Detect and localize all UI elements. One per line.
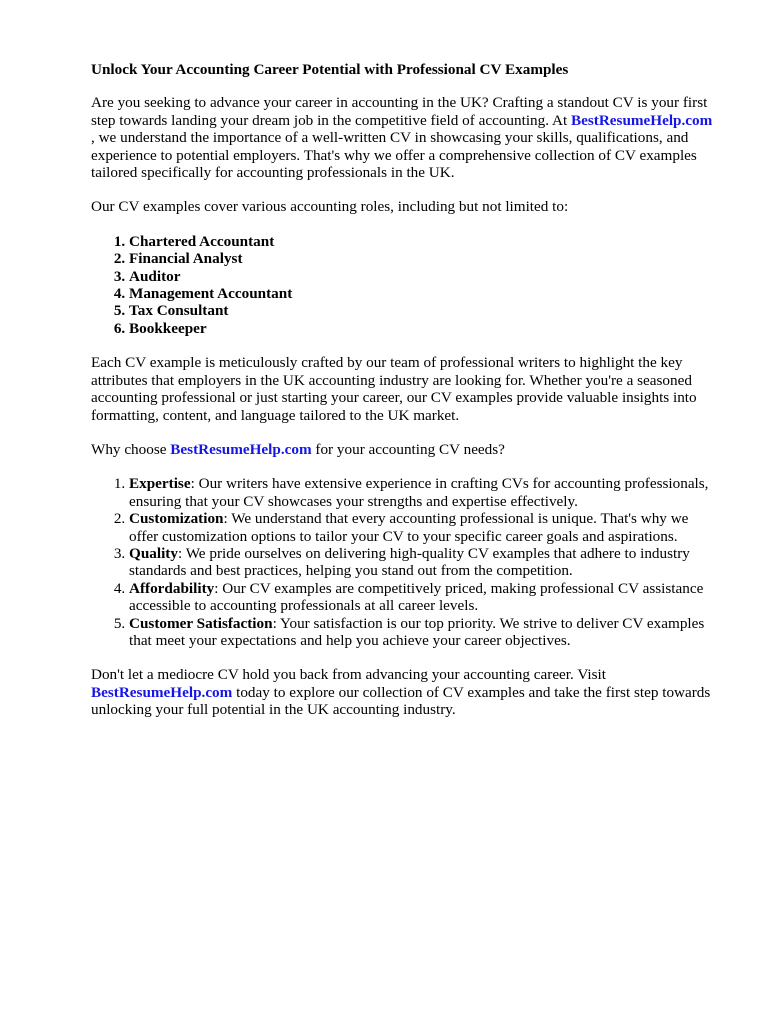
list-item: 3. Auditor [129, 268, 716, 285]
list-item [129, 545, 716, 580]
document-page [91, 61, 716, 736]
intro-paragraph [91, 94, 716, 181]
why-link[interactable]: BestResumeHelp.com [170, 440, 312, 458]
intro-text-after: , we understand the importance of a well-written CV in showcasing your skills, qualifications, and experience to potential employers. That's why we offer a comprehensive collection of CV examples tailored specifically for accounting professionals in the UK. [91, 129, 697, 182]
closing-text-after: today to explore our collection of CV examples and take the first step towards unlocking your full potential in the UK accounting industry. [91, 683, 711, 719]
reason-term: Customer Satisfaction [129, 614, 273, 632]
reason-text: : We understand that every accounting professional is unique. That's why we offer customization options to tailor your CV to your specific career goals and aspirations. [129, 510, 689, 545]
why-text-before: Why choose [91, 440, 171, 458]
closing-paragraph [91, 666, 716, 718]
reason-text: : Our CV examples are competitively priced, making professional CV assistance accessible to accounting professionals at all career levels. [129, 579, 704, 615]
roles-list [91, 233, 716, 337]
reasons-list [91, 475, 716, 649]
reason-term: Customization [129, 510, 224, 528]
reason-term: Expertise [129, 475, 191, 493]
closing-text-before: Don't let a mediocre CV hold you back from advancing your accounting career. Visit [91, 666, 606, 684]
closing-link[interactable]: BestResumeHelp.com [91, 683, 233, 701]
reason-term: Affordability [129, 579, 215, 597]
why-text-after: for your accounting CV needs? [311, 440, 505, 458]
intro-text-before: Are you seeking to advance your career in accounting in the UK? Crafting a standout CV is your first step towards landing your dream job in the competitive field of accounting. At [91, 94, 708, 129]
list-item: 4. Management Accountant [129, 285, 716, 302]
crafted-paragraph: Each CV example is meticulously crafted by our team of professional writers to highlight the key attributes that employers in the UK accounting industry are looking for. Whether you're a seasoned accounting professional or just starting your career, our CV examples provide valuable insights into formatting, content, and language tailored to the UK market. [91, 354, 697, 424]
page-title: Unlock Your Accounting Career Potential with Professional CV Examples [91, 61, 569, 78]
list-item [129, 580, 716, 615]
list-item [129, 615, 716, 650]
intro-link[interactable]: BestResumeHelp.com [570, 111, 713, 129]
list-item [129, 475, 716, 510]
list-item: 1. Chartered Accountant [129, 233, 716, 250]
reason-term: Quality [129, 544, 178, 562]
list-item: 2. Financial Analyst [129, 250, 716, 267]
list-item: 5. Tax Consultant [129, 302, 716, 319]
why-paragraph [91, 441, 716, 458]
reason-text: : Our writers have extensive experience in crafting CVs for accounting professionals, ensuring that your CV showcases your strengths and expertise effectively. [129, 475, 709, 510]
list-item: 6. Bookkeeper [129, 320, 716, 337]
list-item [129, 510, 716, 545]
roles-intro: Our CV examples cover various accounting roles, including but not limited to: [91, 198, 569, 216]
reason-text: : Your satisfaction is our top priority. We strive to deliver CV examples that meet your expectations and help you achieve your career objectives. [129, 614, 705, 649]
reason-text: : We pride ourselves on delivering high-quality CV examples that adhere to industry standards and best practices, helping you stand out from the competition. [129, 544, 690, 580]
